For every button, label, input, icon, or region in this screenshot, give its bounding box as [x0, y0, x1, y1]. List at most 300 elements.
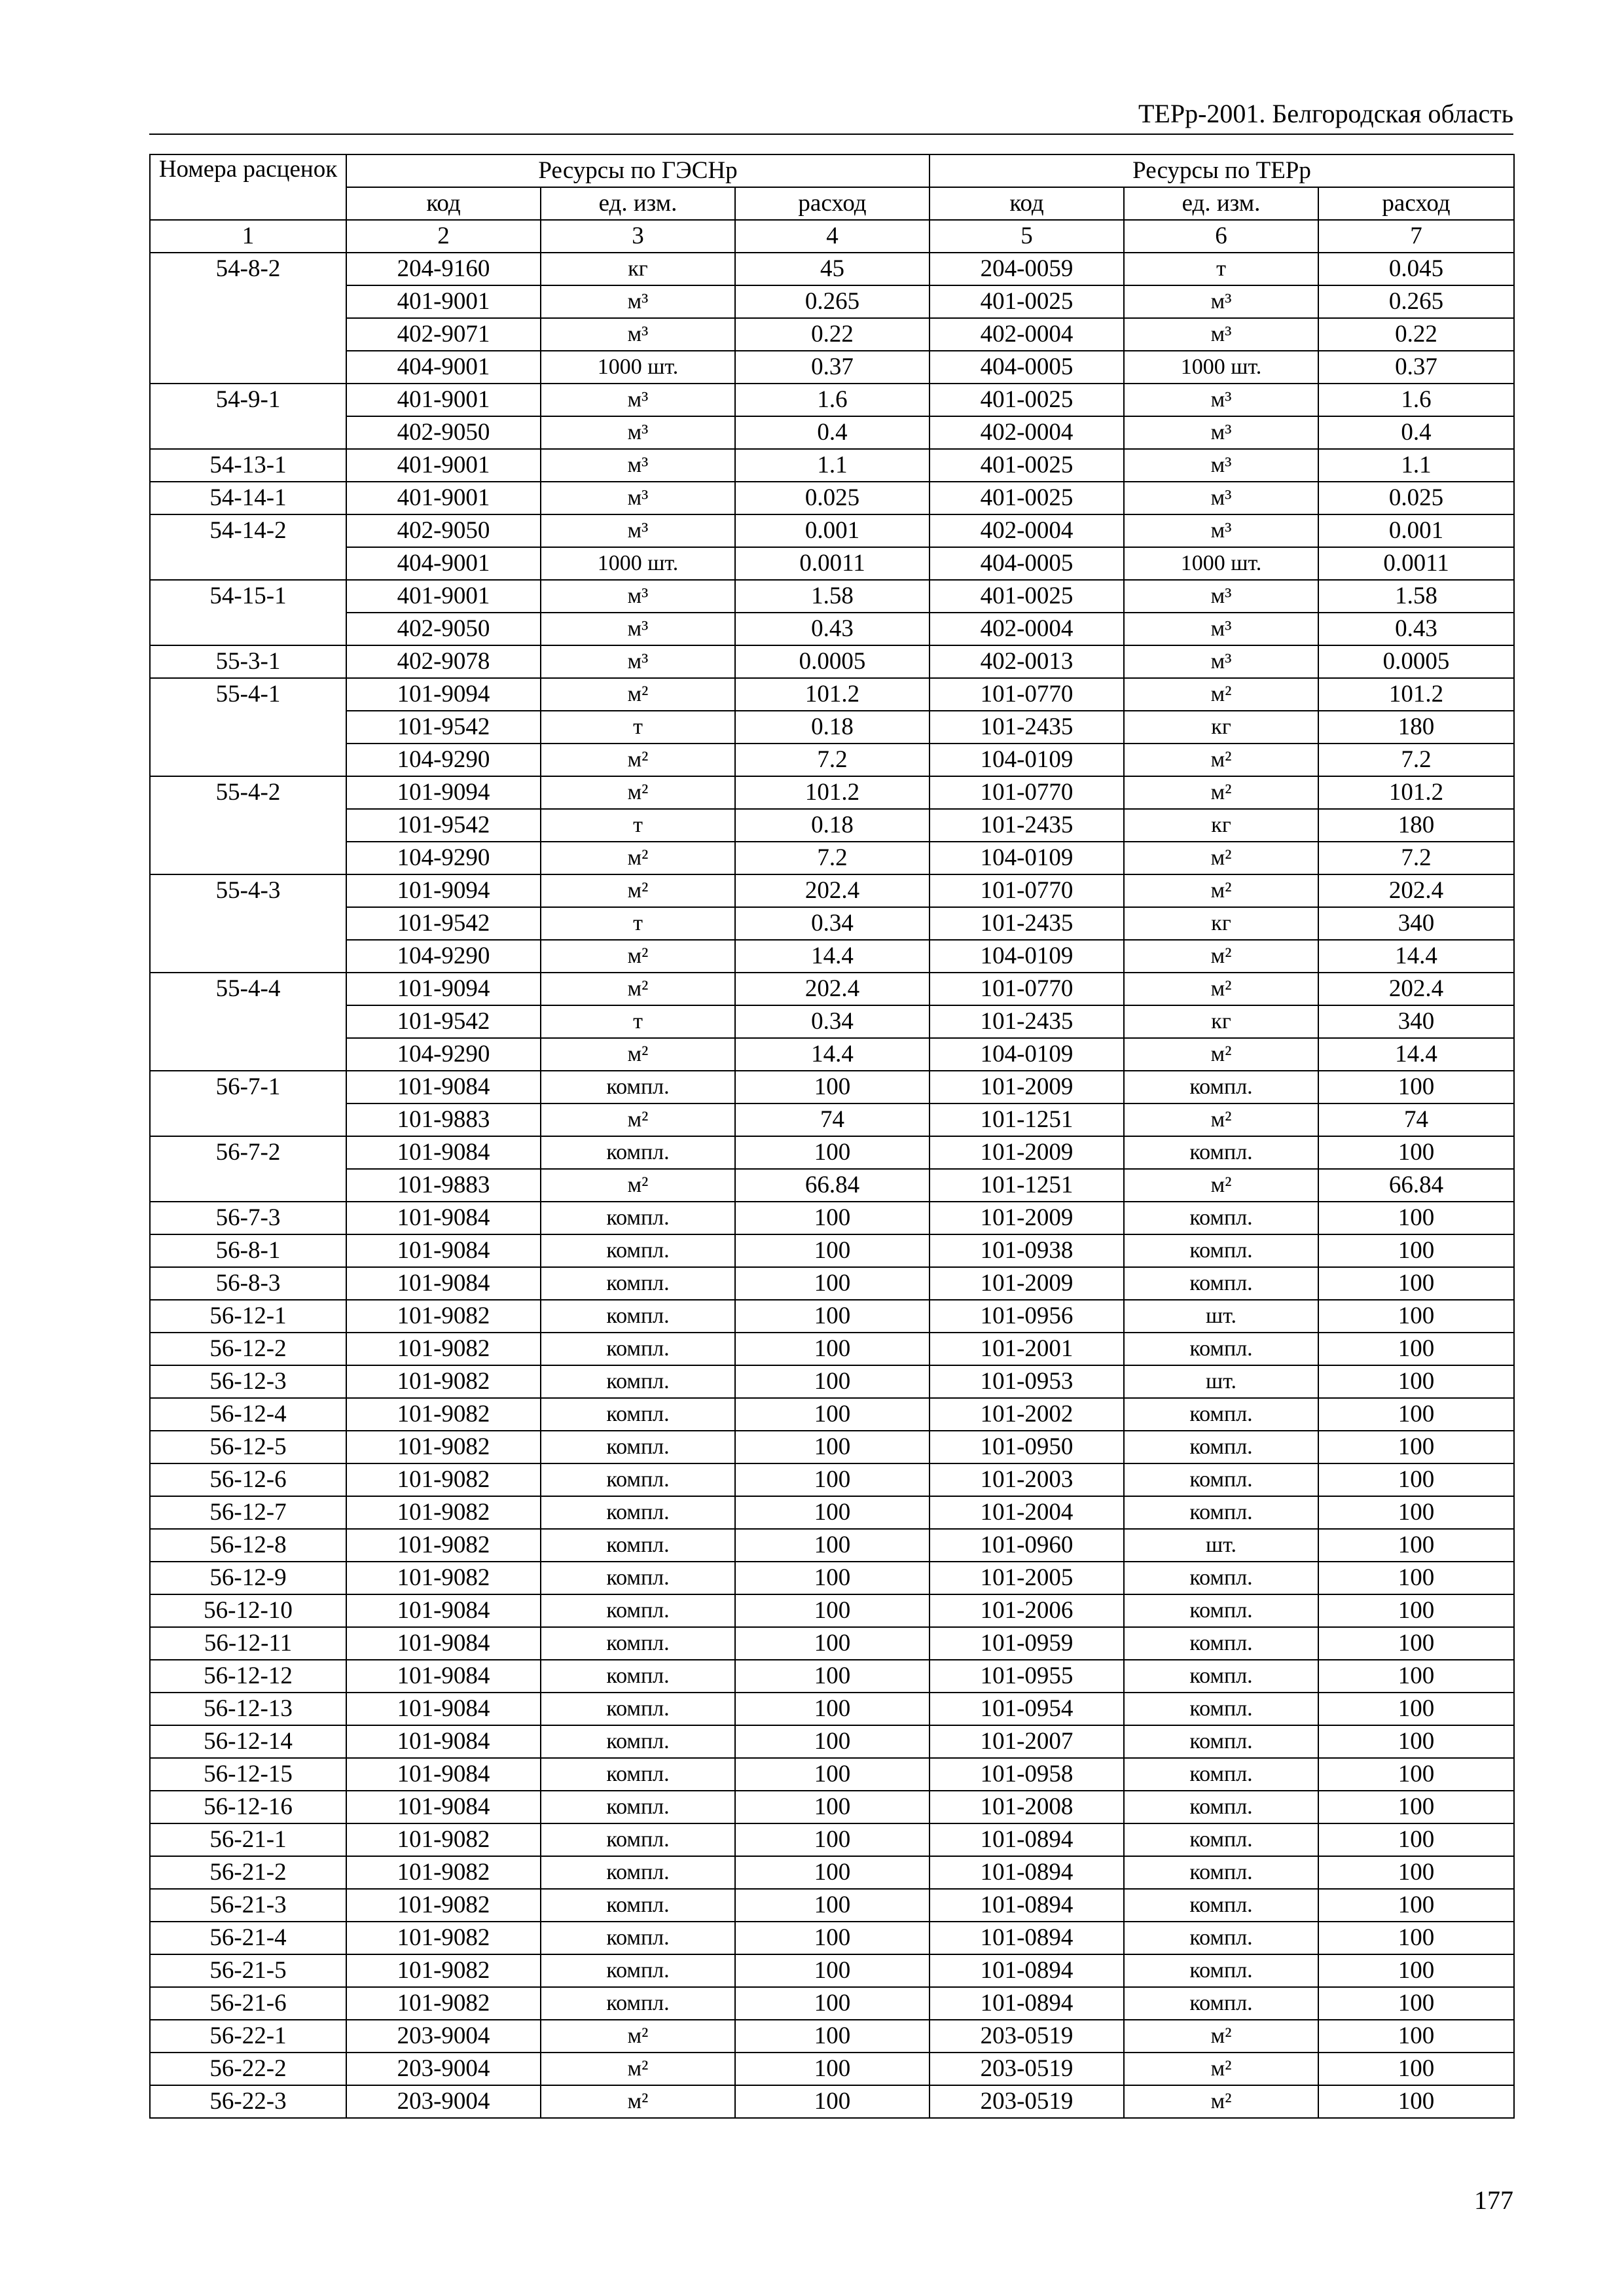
rate-number — [150, 809, 346, 842]
ter-qty: 100 — [1318, 1202, 1514, 1234]
gesn-qty: 202.4 — [735, 874, 929, 907]
gesn-code: 101-9084 — [346, 1136, 541, 1169]
table-row — [150, 1987, 1514, 2020]
ter-code: 101-0770 — [929, 678, 1124, 711]
gesn-qty: 202.4 — [735, 973, 929, 1005]
table-row — [150, 1071, 1514, 1103]
ter-qty: 100 — [1318, 1136, 1514, 1169]
ter-qty: 0.0005 — [1318, 645, 1514, 678]
rate-number — [150, 1038, 346, 1071]
ter-unit: кг — [1124, 1005, 1318, 1038]
gesn-unit: м² — [541, 2085, 735, 2118]
ter-qty: 340 — [1318, 1005, 1514, 1038]
gesn-code: 101-9084 — [346, 1627, 541, 1660]
ter-unit: компл. — [1124, 1496, 1318, 1529]
ter-code: 101-0770 — [929, 776, 1124, 809]
gesn-qty: 100 — [735, 1987, 929, 2020]
col-header-gesn-unit: ед. изм. — [541, 187, 735, 220]
resource-mapping-table — [149, 154, 1515, 2119]
gesn-unit: м³ — [541, 449, 735, 482]
ter-qty: 0.0011 — [1318, 547, 1514, 580]
gesn-qty: 0.0011 — [735, 547, 929, 580]
gesn-code: 101-9082 — [346, 1365, 541, 1398]
ter-code: 101-0950 — [929, 1431, 1124, 1463]
col-number: 4 — [735, 220, 929, 253]
gesn-unit: м² — [541, 2053, 735, 2085]
gesn-qty: 100 — [735, 1660, 929, 1693]
ter-code: 101-0894 — [929, 1922, 1124, 1954]
gesn-code: 404-9001 — [346, 351, 541, 384]
rate-number: 56-22-1 — [150, 2020, 346, 2053]
gesn-code: 101-9084 — [346, 1693, 541, 1725]
gesn-unit: т — [541, 711, 735, 744]
table-body — [150, 253, 1514, 2118]
gesn-qty: 0.001 — [735, 514, 929, 547]
table-row — [150, 1103, 1514, 1136]
ter-unit: м³ — [1124, 645, 1318, 678]
ter-unit: компл. — [1124, 1922, 1318, 1954]
ter-unit: компл. — [1124, 1987, 1318, 2020]
ter-qty: 74 — [1318, 1103, 1514, 1136]
gesn-code: 101-9082 — [346, 1496, 541, 1529]
gesn-unit: компл. — [541, 1725, 735, 1758]
ter-unit: м³ — [1124, 285, 1318, 318]
rate-number: 56-12-5 — [150, 1431, 346, 1463]
table-row — [150, 1791, 1514, 1823]
table-row — [150, 1594, 1514, 1627]
gesn-code: 101-9082 — [346, 1463, 541, 1496]
gesn-code: 404-9001 — [346, 547, 541, 580]
ter-code: 404-0005 — [929, 547, 1124, 580]
gesn-code: 101-9082 — [346, 1333, 541, 1365]
rate-number: 56-8-3 — [150, 1267, 346, 1300]
rate-number: 56-12-12 — [150, 1660, 346, 1693]
gesn-unit: компл. — [541, 1071, 735, 1103]
ter-qty: 100 — [1318, 1398, 1514, 1431]
gesn-unit: компл. — [541, 1823, 735, 1856]
ter-qty: 100 — [1318, 1627, 1514, 1660]
gesn-unit: м² — [541, 940, 735, 973]
gesn-qty: 0.34 — [735, 907, 929, 940]
gesn-code: 401-9001 — [346, 449, 541, 482]
gesn-code: 101-9883 — [346, 1169, 541, 1202]
ter-unit: шт. — [1124, 1365, 1318, 1398]
ter-unit: м² — [1124, 842, 1318, 874]
ter-qty: 100 — [1318, 1496, 1514, 1529]
table-row — [150, 1267, 1514, 1300]
gesn-qty: 74 — [735, 1103, 929, 1136]
ter-unit: м³ — [1124, 318, 1318, 351]
ter-code: 101-2003 — [929, 1463, 1124, 1496]
ter-code: 101-2435 — [929, 711, 1124, 744]
rate-number: 56-12-2 — [150, 1333, 346, 1365]
ter-qty: 0.265 — [1318, 285, 1514, 318]
rate-number: 56-12-4 — [150, 1398, 346, 1431]
ter-code: 101-0960 — [929, 1529, 1124, 1562]
ter-unit: шт. — [1124, 1300, 1318, 1333]
rate-number — [150, 318, 346, 351]
ter-qty: 7.2 — [1318, 744, 1514, 776]
rate-number — [150, 613, 346, 645]
table-row — [150, 907, 1514, 940]
ter-unit: компл. — [1124, 1889, 1318, 1922]
ter-code: 101-0894 — [929, 1823, 1124, 1856]
gesn-unit: компл. — [541, 1398, 735, 1431]
gesn-code: 101-9082 — [346, 1856, 541, 1889]
gesn-code: 101-9094 — [346, 874, 541, 907]
ter-qty: 100 — [1318, 1889, 1514, 1922]
ter-unit: компл. — [1124, 1398, 1318, 1431]
ter-unit: компл. — [1124, 1954, 1318, 1987]
gesn-code: 101-9084 — [346, 1660, 541, 1693]
ter-code: 101-0894 — [929, 1987, 1124, 2020]
gesn-unit: компл. — [541, 1758, 735, 1791]
ter-code: 402-0004 — [929, 514, 1124, 547]
rate-number: 56-12-13 — [150, 1693, 346, 1725]
rate-number: 56-12-15 — [150, 1758, 346, 1791]
ter-qty: 100 — [1318, 1234, 1514, 1267]
gesn-qty: 100 — [735, 1693, 929, 1725]
gesn-code: 101-9542 — [346, 907, 541, 940]
gesn-unit: кг — [541, 253, 735, 285]
ter-qty: 0.4 — [1318, 416, 1514, 449]
ter-unit: компл. — [1124, 1071, 1318, 1103]
ter-code: 204-0059 — [929, 253, 1124, 285]
col-header-ter-code: код — [929, 187, 1124, 220]
header-row-2 — [150, 187, 1514, 220]
gesn-unit: м² — [541, 2020, 735, 2053]
gesn-qty: 100 — [735, 1823, 929, 1856]
ter-unit: кг — [1124, 809, 1318, 842]
rate-number: 56-12-7 — [150, 1496, 346, 1529]
ter-code: 101-0959 — [929, 1627, 1124, 1660]
gesn-unit: компл. — [541, 1496, 735, 1529]
rate-number: 54-13-1 — [150, 449, 346, 482]
rate-number: 56-12-3 — [150, 1365, 346, 1398]
gesn-code: 101-9084 — [346, 1594, 541, 1627]
gesn-unit: м² — [541, 1038, 735, 1071]
gesn-qty: 7.2 — [735, 744, 929, 776]
gesn-unit: компл. — [541, 1431, 735, 1463]
gesn-unit: м² — [541, 874, 735, 907]
ter-qty: 100 — [1318, 2020, 1514, 2053]
ter-qty: 101.2 — [1318, 678, 1514, 711]
ter-code: 101-2002 — [929, 1398, 1124, 1431]
gesn-qty: 100 — [735, 1791, 929, 1823]
gesn-unit: т — [541, 1005, 735, 1038]
rate-number: 56-21-6 — [150, 1987, 346, 2020]
document-title: ТЕРр-2001. Белгородская область — [1138, 99, 1513, 128]
ter-unit: м² — [1124, 2085, 1318, 2118]
gesn-code: 101-9084 — [346, 1791, 541, 1823]
table-row — [150, 1562, 1514, 1594]
gesn-qty: 100 — [735, 2020, 929, 2053]
gesn-qty: 100 — [735, 1071, 929, 1103]
col-header-gesn-code: код — [346, 187, 541, 220]
gesn-unit: м³ — [541, 318, 735, 351]
gesn-code: 401-9001 — [346, 482, 541, 514]
ter-code: 101-0894 — [929, 1889, 1124, 1922]
gesn-qty: 100 — [735, 2053, 929, 2085]
gesn-qty: 100 — [735, 1333, 929, 1365]
table-row — [150, 580, 1514, 613]
group-header-ter: Ресурсы по ТЕРр — [929, 154, 1514, 187]
gesn-code: 104-9290 — [346, 940, 541, 973]
rate-number — [150, 940, 346, 973]
ter-unit: м³ — [1124, 384, 1318, 416]
col-number: 5 — [929, 220, 1124, 253]
rate-number: 56-12-8 — [150, 1529, 346, 1562]
table-row — [150, 744, 1514, 776]
gesn-qty: 100 — [735, 1758, 929, 1791]
ter-code: 402-0004 — [929, 318, 1124, 351]
rate-number: 56-12-14 — [150, 1725, 346, 1758]
ter-unit: компл. — [1124, 1463, 1318, 1496]
gesn-unit: компл. — [541, 1562, 735, 1594]
page-number: 177 — [1474, 2185, 1513, 2215]
rate-number — [150, 1103, 346, 1136]
gesn-code: 401-9001 — [346, 384, 541, 416]
table-row — [150, 1398, 1514, 1431]
table-row — [150, 1333, 1514, 1365]
rate-number: 56-21-5 — [150, 1954, 346, 1987]
ter-qty: 100 — [1318, 1463, 1514, 1496]
gesn-qty: 100 — [735, 1431, 929, 1463]
ter-unit: м² — [1124, 1038, 1318, 1071]
gesn-qty: 0.34 — [735, 1005, 929, 1038]
table-row — [150, 1169, 1514, 1202]
gesn-code: 101-9082 — [346, 1300, 541, 1333]
col-number: 2 — [346, 220, 541, 253]
rate-number: 56-12-11 — [150, 1627, 346, 1660]
column-number-row — [150, 220, 1514, 253]
ter-code: 101-1251 — [929, 1103, 1124, 1136]
gesn-unit: компл. — [541, 1889, 735, 1922]
gesn-code: 101-9094 — [346, 678, 541, 711]
rate-number — [150, 1005, 346, 1038]
ter-unit: компл. — [1124, 1791, 1318, 1823]
ter-code: 401-0025 — [929, 384, 1124, 416]
gesn-qty: 14.4 — [735, 940, 929, 973]
ter-unit: компл. — [1124, 1136, 1318, 1169]
ter-unit: компл. — [1124, 1856, 1318, 1889]
ter-qty: 100 — [1318, 1758, 1514, 1791]
rate-number: 54-15-1 — [150, 580, 346, 613]
gesn-code: 401-9001 — [346, 285, 541, 318]
ter-unit: шт. — [1124, 1529, 1318, 1562]
gesn-qty: 100 — [735, 1725, 929, 1758]
ter-unit: компл. — [1124, 1431, 1318, 1463]
ter-qty: 0.025 — [1318, 482, 1514, 514]
gesn-unit: компл. — [541, 1365, 735, 1398]
gesn-code: 101-9082 — [346, 1529, 541, 1562]
gesn-unit: м³ — [541, 416, 735, 449]
table-row — [150, 2020, 1514, 2053]
table-row — [150, 351, 1514, 384]
table-row — [150, 384, 1514, 416]
ter-unit: компл. — [1124, 1823, 1318, 1856]
gesn-unit: м² — [541, 776, 735, 809]
ter-code: 104-0109 — [929, 940, 1124, 973]
ter-code: 402-0004 — [929, 416, 1124, 449]
gesn-unit: м² — [541, 744, 735, 776]
ter-code: 101-2435 — [929, 907, 1124, 940]
rate-number: 56-21-4 — [150, 1922, 346, 1954]
group-header-gesn: Ресурсы по ГЭСНр — [346, 154, 929, 187]
ter-qty: 100 — [1318, 1823, 1514, 1856]
ter-qty: 202.4 — [1318, 874, 1514, 907]
gesn-code: 402-9050 — [346, 416, 541, 449]
ter-code: 101-2001 — [929, 1333, 1124, 1365]
ter-unit: м² — [1124, 776, 1318, 809]
gesn-qty: 0.22 — [735, 318, 929, 351]
gesn-code: 203-9004 — [346, 2053, 541, 2085]
gesn-qty: 100 — [735, 1398, 929, 1431]
gesn-code: 101-9082 — [346, 1562, 541, 1594]
ter-qty: 7.2 — [1318, 842, 1514, 874]
ter-qty: 100 — [1318, 1856, 1514, 1889]
table-row — [150, 1922, 1514, 1954]
table-row — [150, 1365, 1514, 1398]
rate-number: 56-22-3 — [150, 2085, 346, 2118]
rate-number: 56-12-9 — [150, 1562, 346, 1594]
rate-number: 55-3-1 — [150, 645, 346, 678]
table-row — [150, 874, 1514, 907]
gesn-qty: 100 — [735, 1627, 929, 1660]
gesn-code: 104-9290 — [346, 842, 541, 874]
gesn-qty: 100 — [735, 2085, 929, 2118]
ter-code: 404-0005 — [929, 351, 1124, 384]
ter-unit: м² — [1124, 2020, 1318, 2053]
gesn-code: 101-9094 — [346, 973, 541, 1005]
table-row — [150, 613, 1514, 645]
ter-code: 101-2009 — [929, 1071, 1124, 1103]
ter-unit: 1000 шт. — [1124, 547, 1318, 580]
table-row — [150, 1823, 1514, 1856]
gesn-qty: 100 — [735, 1562, 929, 1594]
gesn-qty: 0.37 — [735, 351, 929, 384]
ter-unit: компл. — [1124, 1234, 1318, 1267]
gesn-code: 101-9084 — [346, 1725, 541, 1758]
ter-qty: 14.4 — [1318, 1038, 1514, 1071]
ter-code: 101-0955 — [929, 1660, 1124, 1693]
rate-number: 56-21-1 — [150, 1823, 346, 1856]
table-row — [150, 1758, 1514, 1791]
gesn-qty: 100 — [735, 1529, 929, 1562]
gesn-unit: компл. — [541, 1333, 735, 1365]
ter-qty: 1.1 — [1318, 449, 1514, 482]
col-number: 3 — [541, 220, 735, 253]
gesn-code: 203-9004 — [346, 2020, 541, 2053]
ter-code: 101-0770 — [929, 973, 1124, 1005]
gesn-code: 101-9542 — [346, 711, 541, 744]
rate-number — [150, 416, 346, 449]
gesn-code: 101-9094 — [346, 776, 541, 809]
ter-qty: 0.001 — [1318, 514, 1514, 547]
ter-unit: м³ — [1124, 514, 1318, 547]
col-header-gesn-qty: расход — [735, 187, 929, 220]
gesn-qty: 1.6 — [735, 384, 929, 416]
table-row — [150, 645, 1514, 678]
gesn-qty: 100 — [735, 1922, 929, 1954]
table-row — [150, 318, 1514, 351]
gesn-unit: м² — [541, 973, 735, 1005]
rate-number: 56-12-16 — [150, 1791, 346, 1823]
gesn-qty: 0.0005 — [735, 645, 929, 678]
ter-unit: м³ — [1124, 449, 1318, 482]
ter-qty: 100 — [1318, 1922, 1514, 1954]
gesn-unit: компл. — [541, 1791, 735, 1823]
gesn-unit: м³ — [541, 482, 735, 514]
ter-qty: 100 — [1318, 1333, 1514, 1365]
gesn-code: 104-9290 — [346, 744, 541, 776]
gesn-qty: 45 — [735, 253, 929, 285]
ter-unit: кг — [1124, 711, 1318, 744]
gesn-code: 402-9050 — [346, 514, 541, 547]
gesn-code: 101-9082 — [346, 1889, 541, 1922]
table-row — [150, 547, 1514, 580]
gesn-code: 101-9542 — [346, 1005, 541, 1038]
ter-qty: 100 — [1318, 1562, 1514, 1594]
ter-code: 101-2009 — [929, 1267, 1124, 1300]
table-row — [150, 842, 1514, 874]
col-header-rate: Номера расценок — [150, 154, 346, 220]
ter-qty: 202.4 — [1318, 973, 1514, 1005]
ter-code: 101-1251 — [929, 1169, 1124, 1202]
table-row — [150, 1496, 1514, 1529]
ter-unit: компл. — [1124, 1693, 1318, 1725]
ter-qty: 66.84 — [1318, 1169, 1514, 1202]
table-row — [150, 1889, 1514, 1922]
gesn-code: 401-9001 — [346, 580, 541, 613]
gesn-unit: м³ — [541, 613, 735, 645]
ter-code: 101-0958 — [929, 1758, 1124, 1791]
gesn-qty: 14.4 — [735, 1038, 929, 1071]
ter-qty: 14.4 — [1318, 940, 1514, 973]
col-header-ter-unit: ед. изм. — [1124, 187, 1318, 220]
table-row — [150, 1660, 1514, 1693]
rate-number: 54-8-2 — [150, 253, 346, 285]
rate-number: 56-7-3 — [150, 1202, 346, 1234]
gesn-qty: 100 — [735, 1202, 929, 1234]
gesn-code: 101-9082 — [346, 1954, 541, 1987]
ter-unit: т — [1124, 253, 1318, 285]
ter-unit: компл. — [1124, 1562, 1318, 1594]
ter-qty: 100 — [1318, 2085, 1514, 2118]
ter-code: 401-0025 — [929, 482, 1124, 514]
ter-unit: м² — [1124, 940, 1318, 973]
rate-number: 56-7-2 — [150, 1136, 346, 1169]
gesn-unit: компл. — [541, 1954, 735, 1987]
gesn-code: 402-9050 — [346, 613, 541, 645]
gesn-code: 101-9082 — [346, 1823, 541, 1856]
gesn-qty: 1.58 — [735, 580, 929, 613]
gesn-qty: 0.18 — [735, 711, 929, 744]
rate-number — [150, 842, 346, 874]
gesn-unit: компл. — [541, 1529, 735, 1562]
ter-code: 203-0519 — [929, 2053, 1124, 2085]
table-row — [150, 1954, 1514, 1987]
table-row — [150, 2053, 1514, 2085]
ter-qty: 1.6 — [1318, 384, 1514, 416]
gesn-code: 204-9160 — [346, 253, 541, 285]
ter-code: 203-0519 — [929, 2020, 1124, 2053]
rate-number: 55-4-3 — [150, 874, 346, 907]
ter-qty: 101.2 — [1318, 776, 1514, 809]
ter-code: 401-0025 — [929, 580, 1124, 613]
gesn-unit: компл. — [541, 1987, 735, 2020]
ter-qty: 100 — [1318, 1529, 1514, 1562]
